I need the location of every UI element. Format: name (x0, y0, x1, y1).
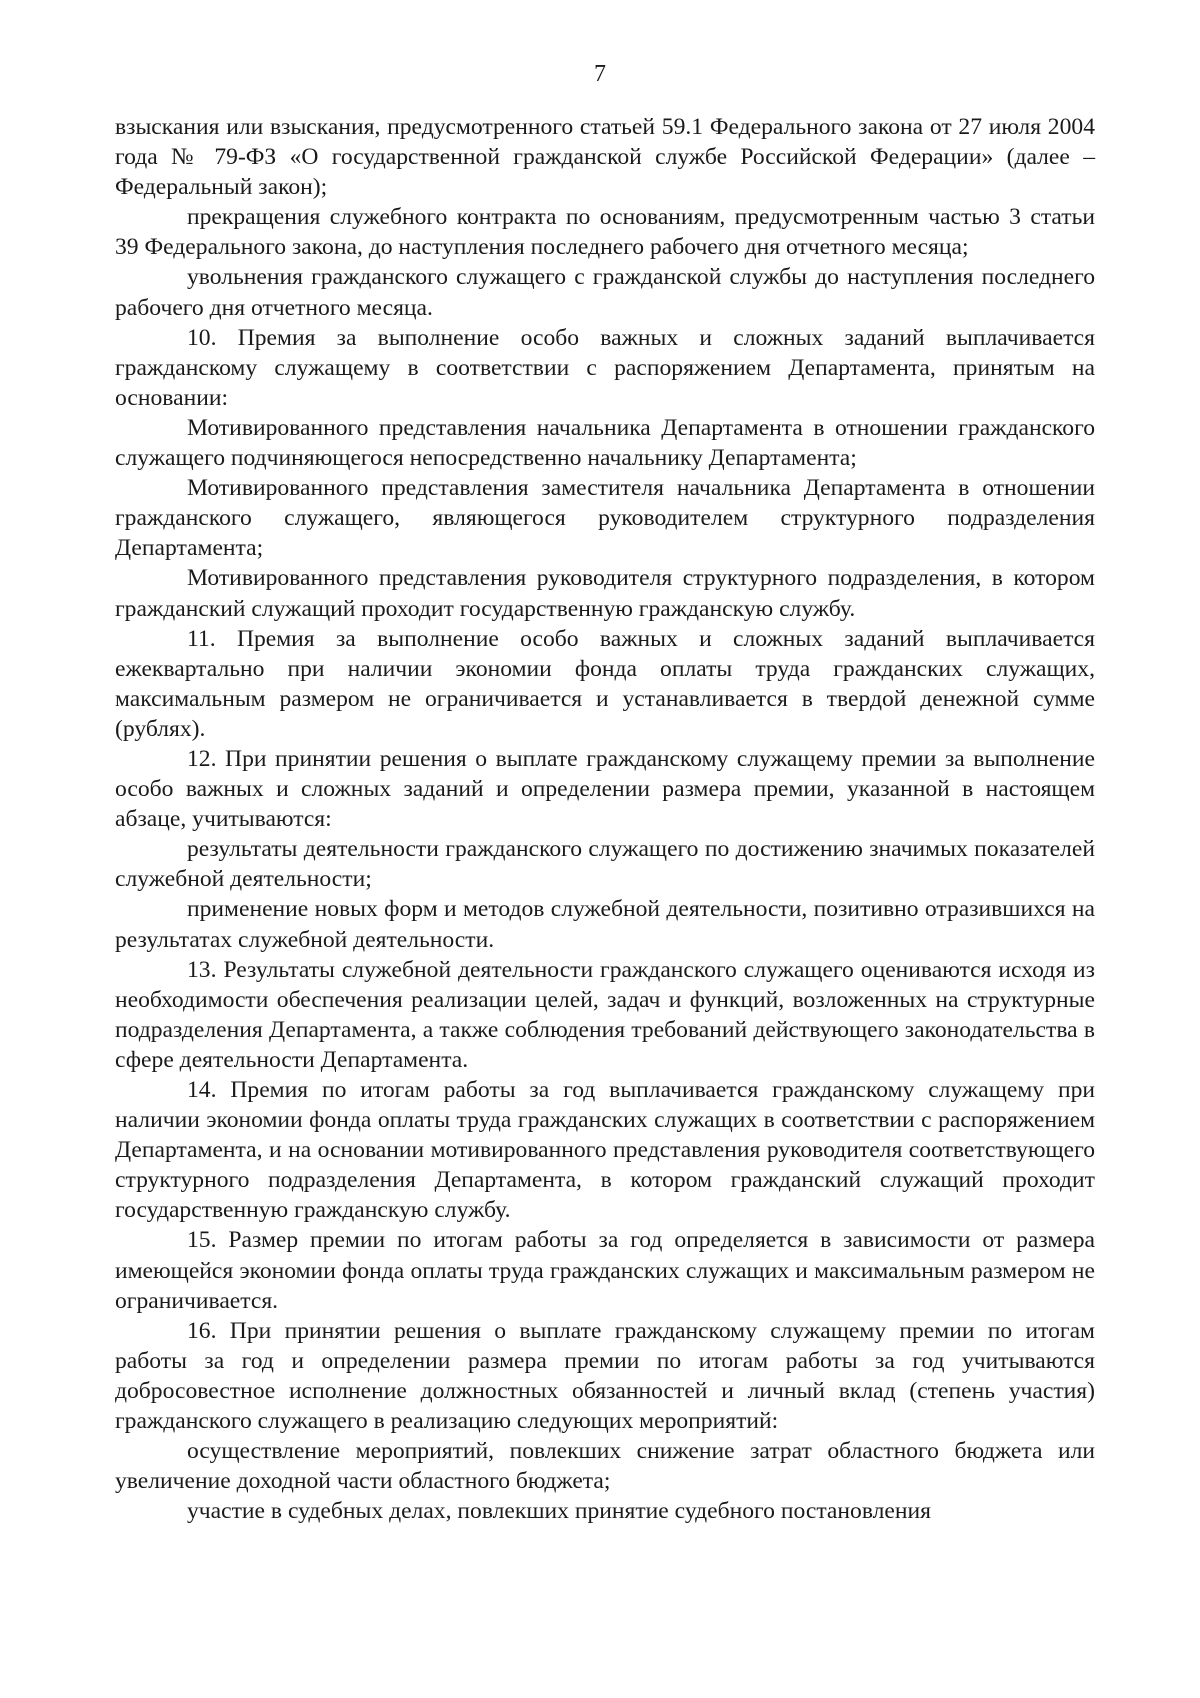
paragraph-item-15: 15. Размер премии по итогам работы за год определяется в зависимости от размера имеющейся экономии фонда оплаты труда гражданских служащих и максимальным размером не ограничивается. (115, 1227, 1095, 1314)
document-body (115, 112, 1095, 1526)
paragraph-item-10: 10. Премия за выполнение особо важных и сложных заданий выплачивается гражданскому служащему в соответствии с распоряжением Департамента, принятым на основании: (115, 324, 1095, 411)
paragraph-item-12: 12. При принятии решения о выплате гражданскому служащему премии за выполнение особо важных и сложных заданий и определении размера премии, указанной в настоящем абзаце, учитываются: (115, 745, 1095, 833)
paragraph-dismissal: увольнения гражданского служащего с гражданской службы до наступления последнего рабочего дня отчетного месяца. (115, 264, 1095, 321)
paragraph-contract-termination: прекращения служебного контракта по основаниям, предусмотренным частью 3 статьи 39 Федерального закона, до наступления последнего рабочего дня отчетного месяца; (115, 204, 1095, 261)
paragraph-court-cases: участие в судебных делах, повлекших принятие судебного постановления (187, 1498, 931, 1525)
page-number: 7 (594, 61, 606, 87)
paragraph-budget-measures: осуществление мероприятий, повлекших снижение затрат областного бюджета или увеличение доходной части областного бюджета; (115, 1438, 1095, 1495)
paragraph-item-13: 13. Результаты служебной деятельности гражданского служащего оцениваются исходя из необходимости обеспечения реализации целей, задач и функций, возложенных на структурные подразделения Департамента, а также соблюдения требований действующего законодательства в сфере деятельности Департамента. (115, 956, 1095, 1073)
paragraph-new-methods: применение новых форм и методов служебной деятельности, позитивно отразившихся на результатах служебной деятельности. (115, 896, 1095, 953)
paragraph-item-14: 14. Премия по итогам работы за год выплачивается гражданскому служащему при наличии экономии фонда оплаты труда гражданских служащих в соответствии с распоряжением Департамента, и на основании мотивированного представления руководителя соответствующего структурного подразделения Департамента, в котором гражданский служащий проходит государственную гражданскую службу. (115, 1077, 1095, 1224)
paragraph-item-11: 11. Премия за выполнение особо важных и сложных заданий выплачивается ежеквартально при наличии экономии фонда оплаты труда гражданских служащих, максимальным размером не ограничивается и устанавливается в твердой денежной сумме (рублях). (115, 625, 1095, 742)
paragraph-unit-head-representation: Мотивированного представления руководителя структурного подразделения, в котором гражданский служащий проходит государственную гражданскую службу. (115, 565, 1095, 622)
paragraph-deputy-representation: Мотивированного представления заместителя начальника Департамента в отношении гражданского служащего, являющегося руководителем структурного подразделения Департамента; (115, 475, 1095, 562)
paragraph-results: результаты деятельности гражданского служащего по достижению значимых показателей служебной деятельности; (115, 836, 1095, 893)
paragraph-head-representation: Мотивированного представления начальника Департамента в отношении гражданского служащего подчиняющегося непосредственно начальнику Департамента; (115, 414, 1095, 472)
paragraph-continuation: взыскания или взыскания, предусмотренного статьей 59.1 Федерального закона от 27 июля 2004 года № 79-ФЗ «О государственной гражданской службе Российской Федерации» (далее – Федеральный закон); (115, 114, 1095, 201)
paragraph-item-16: 16. При принятии решения о выплате гражданскому служащему премии по итогам работы за год и определении размера премии по итогам работы за год учитываются добросовестное исполнение должностных обязанностей и личный вклад (степень участия) гражданского служащего в реализацию следующих мероприятий: (115, 1317, 1095, 1435)
